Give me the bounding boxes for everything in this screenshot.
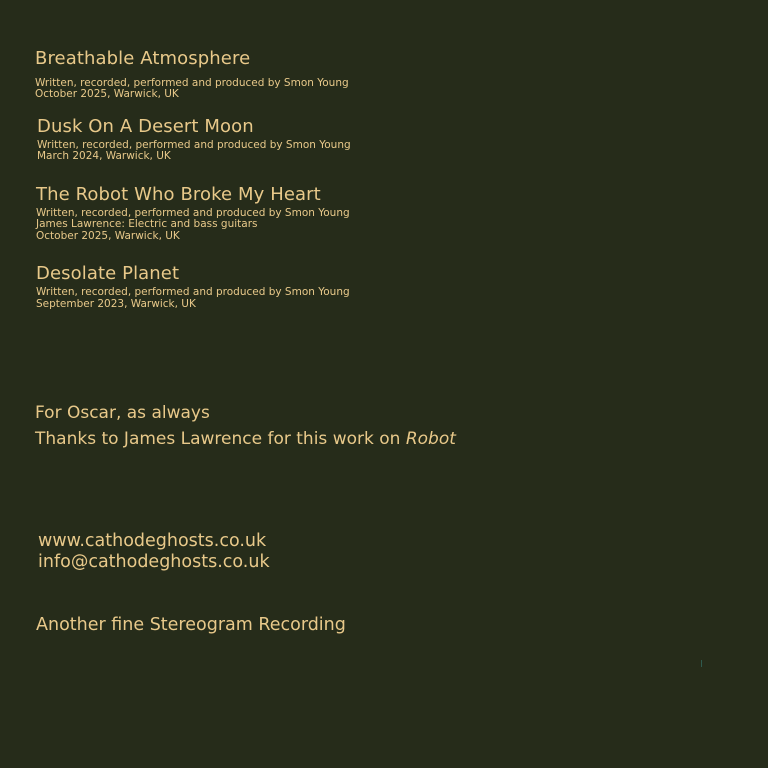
track-date: March 2024, Warwick, UK	[37, 149, 171, 162]
email-link[interactable]: info@cathodeghosts.co.uk	[38, 552, 270, 572]
track-3	[36, 185, 350, 242]
track-2	[37, 117, 351, 162]
track-title: Desolate Planet	[36, 263, 180, 284]
track-credit-guest: James Lawrence: Electric and bass guitars	[36, 217, 258, 230]
dedication-line-2	[35, 426, 456, 452]
track-credit: Written, recorded, performed and produced by Smon Young	[35, 76, 349, 89]
track-credit: Written, recorded, performed and produced by Smon Young	[37, 138, 351, 151]
track-title: Dusk On A Desert Moon	[37, 116, 254, 137]
dedication	[35, 400, 456, 452]
track-title: The Robot Who Broke My Heart	[36, 184, 321, 205]
track-4	[36, 264, 350, 310]
dedication-line-2-italic: Robot	[405, 429, 456, 449]
small-mark	[701, 660, 702, 667]
track-date: September 2023, Warwick, UK	[36, 297, 196, 310]
track-credit: Written, recorded, performed and produced by Smon Young	[36, 206, 350, 219]
label-tagline: Another fine Stereogram Recording	[36, 615, 346, 635]
track-title: Breathable Atmosphere	[35, 48, 251, 69]
dedication-line-2-text: Thanks to James Lawrence for this work on	[35, 429, 406, 449]
dedication-line-1: For Oscar, as always	[35, 403, 210, 423]
track-date: October 2025, Warwick, UK	[35, 87, 179, 100]
contact-block	[38, 531, 270, 573]
website-link[interactable]: www.cathodeghosts.co.uk	[38, 531, 267, 551]
track-credit: Written, recorded, performed and produced by Smon Young	[36, 285, 350, 298]
track-date: October 2025, Warwick, UK	[36, 229, 180, 242]
track-1	[35, 49, 349, 100]
